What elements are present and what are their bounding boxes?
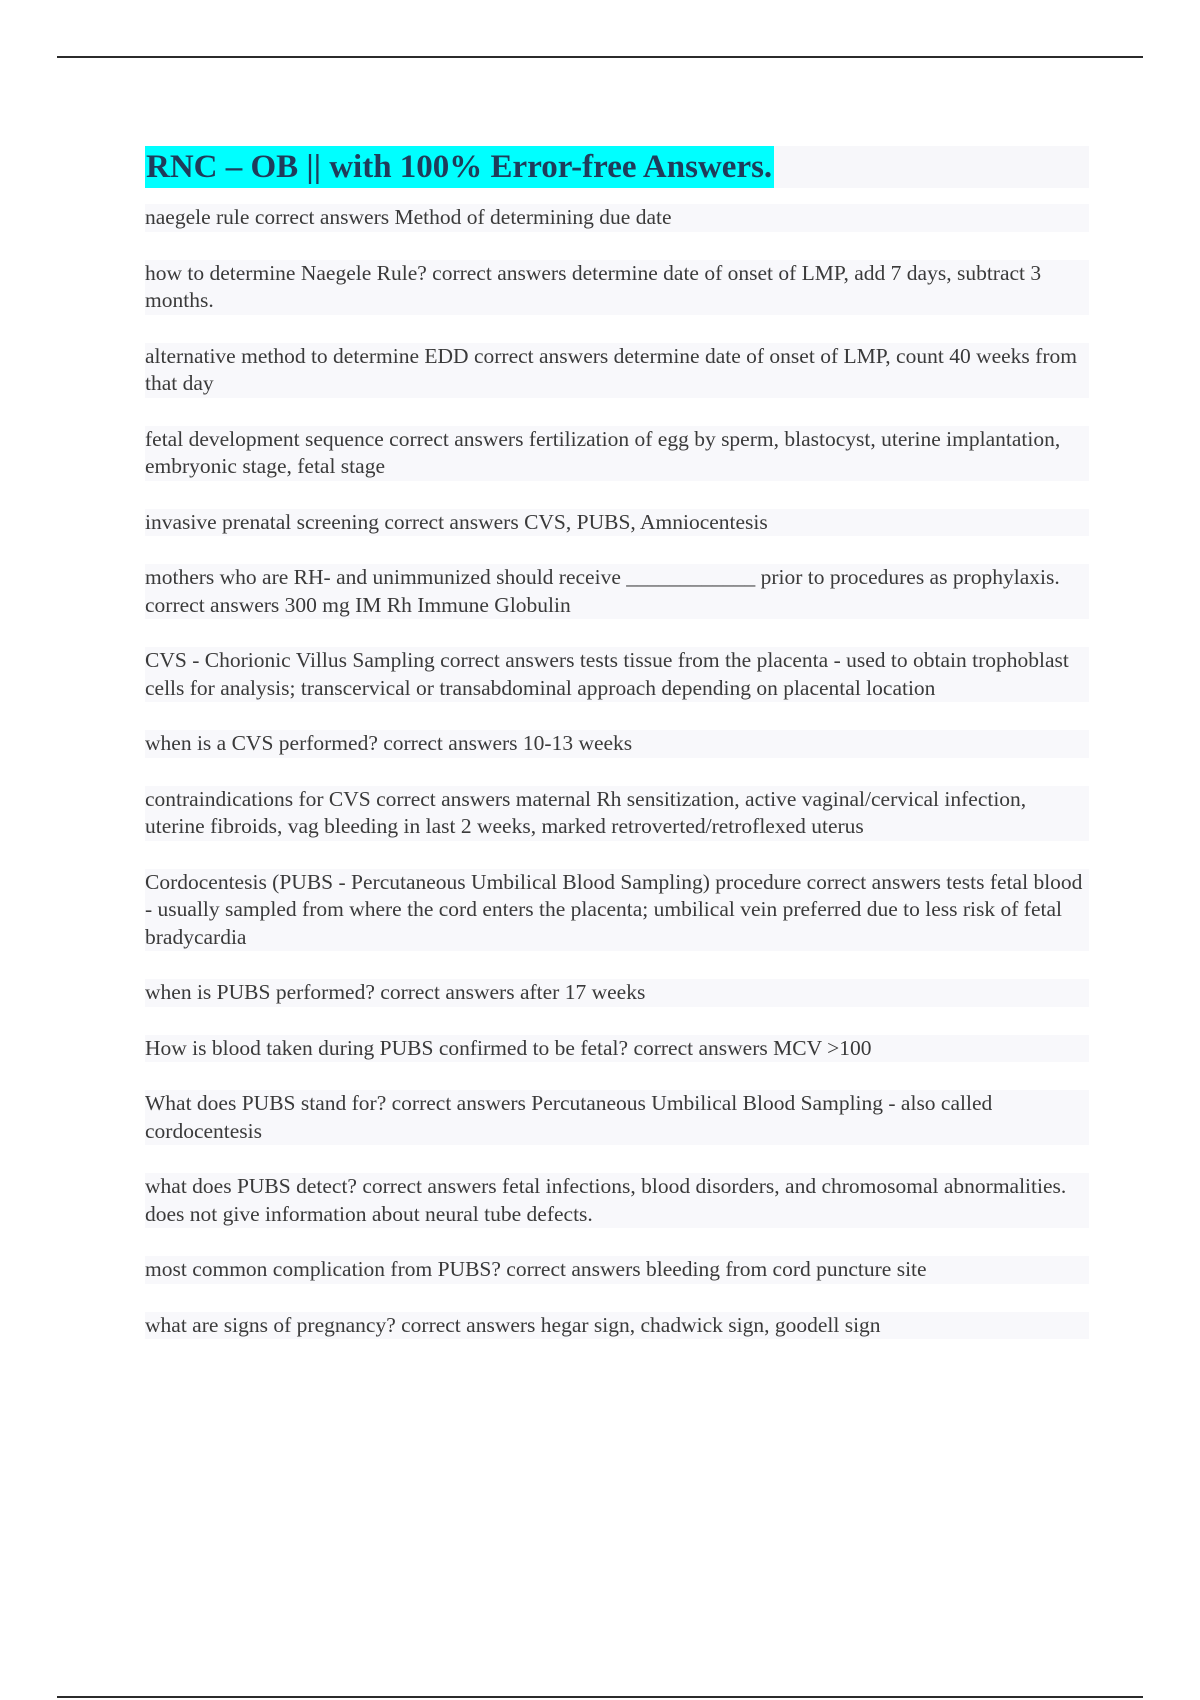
qa-item: what does PUBS detect? correct answers fetal infections, blood disorders, and chromosomal abnormalities. does not give information about neural tube defects. — [145, 1173, 1089, 1228]
qa-item: how to determine Naegele Rule? correct answers determine date of onset of LMP, add 7 days, subtract 3 months. — [145, 260, 1089, 315]
document-body — [145, 146, 1089, 1367]
header-rule — [57, 56, 1143, 58]
qa-list — [145, 204, 1089, 1339]
qa-item: naegele rule correct answers Method of determining due date — [145, 204, 1089, 232]
qa-item: mothers who are RH- and unimmunized should receive ____________ prior to procedures as prophylaxis. correct answers 300 mg IM Rh Immune Globulin — [145, 564, 1089, 619]
qa-item: CVS - Chorionic Villus Sampling correct answers tests tissue from the placenta - used to obtain trophoblast cells for analysis; transcervical or transabdominal approach depending on placental location — [145, 647, 1089, 702]
qa-item: when is a CVS performed? correct answers 10-13 weeks — [145, 730, 1089, 758]
qa-item: How is blood taken during PUBS confirmed to be fetal? correct answers MCV >100 — [145, 1035, 1089, 1063]
qa-item: What does PUBS stand for? correct answers Percutaneous Umbilical Blood Sampling - also called cordocentesis — [145, 1090, 1089, 1145]
qa-item: contraindications for CVS correct answers maternal Rh sensitization, active vaginal/cervical infection, uterine fibroids, vag bleeding in last 2 weeks, marked retroverted/retroflexed uterus — [145, 786, 1089, 841]
qa-item: what are signs of pregnancy? correct answers hegar sign, chadwick sign, goodell sign — [145, 1312, 1089, 1340]
qa-item: Cordocentesis (PUBS - Percutaneous Umbilical Blood Sampling) procedure correct answers tests fetal blood - usually sampled from where the cord enters the placenta; umbilical vein preferred due to less risk of fetal bradycardia — [145, 869, 1089, 952]
qa-item: invasive prenatal screening correct answers CVS, PUBS, Amniocentesis — [145, 509, 1089, 537]
title-band — [145, 146, 1089, 188]
qa-item: alternative method to determine EDD correct answers determine date of onset of LMP, count 40 weeks from that day — [145, 343, 1089, 398]
qa-item: fetal development sequence correct answers fertilization of egg by sperm, blastocyst, uterine implantation, embryonic stage, fetal stage — [145, 426, 1089, 481]
footer-rule — [57, 1696, 1143, 1698]
document-title: RNC – OB || with 100% Error-free Answers. — [145, 146, 774, 188]
qa-item: when is PUBS performed? correct answers after 17 weeks — [145, 979, 1089, 1007]
qa-item: most common complication from PUBS? correct answers bleeding from cord puncture site — [145, 1256, 1089, 1284]
